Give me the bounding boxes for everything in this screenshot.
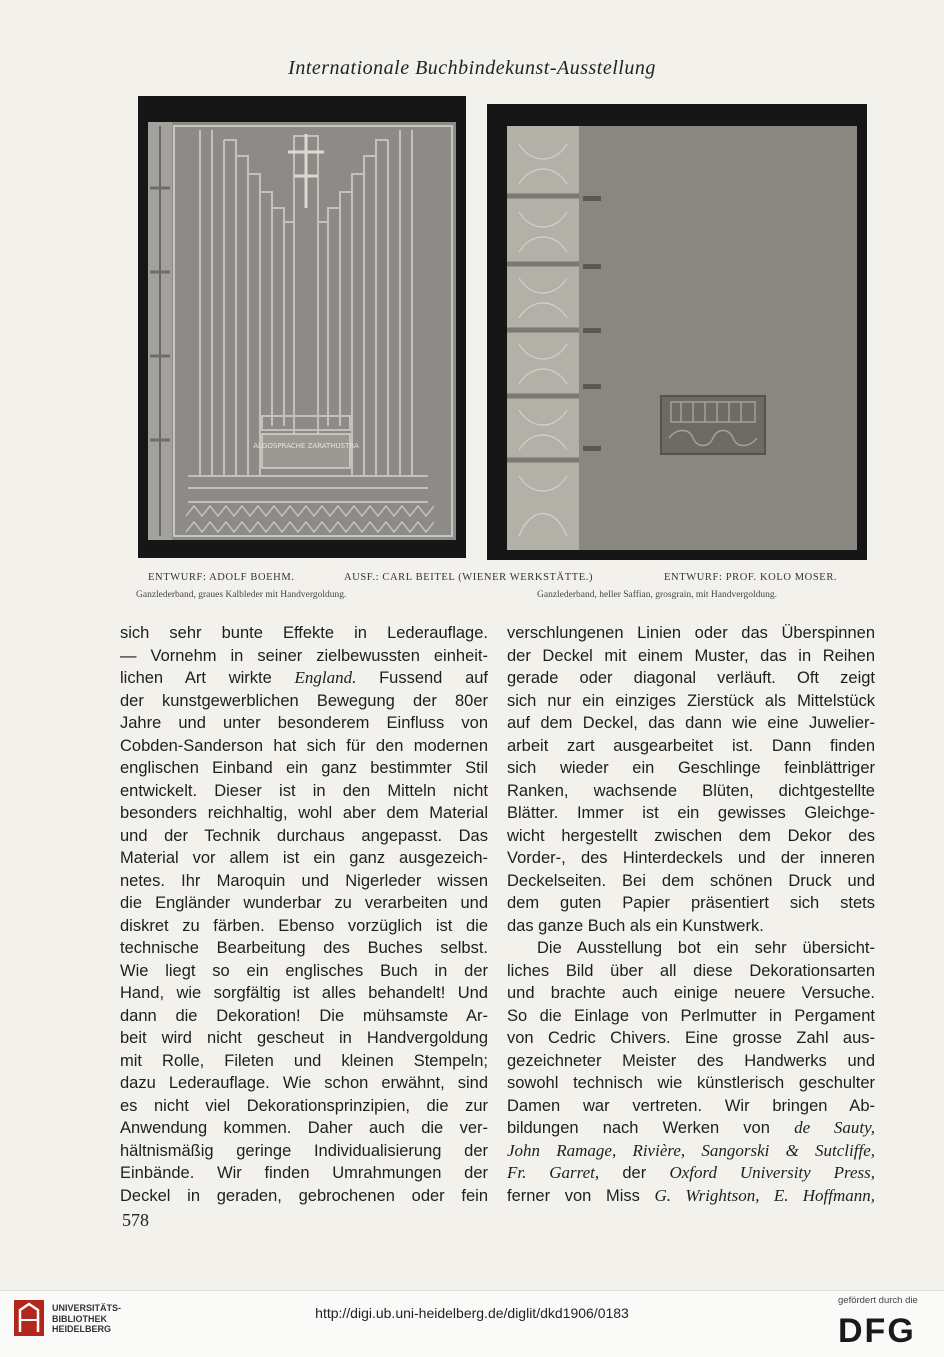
book-cover-photo-left [138, 96, 466, 558]
text-line: das ganze Buch als ein Kunstwerk. [507, 916, 764, 935]
running-head: Internationale Buchbindekunst-Ausstellung [288, 57, 656, 79]
book-cover-photo-right [487, 104, 867, 560]
text-line: arbeit zart ausgearbeitet ist. Dann finden [507, 736, 875, 755]
text-line: gezeichneter Meister des Handwerks und [507, 1051, 875, 1070]
dfg-logo[interactable]: DFG [838, 1312, 916, 1350]
text-line: verschlungenen Linien oder das Überspinnen [507, 624, 875, 642]
text-line: mit Rolle, Fileten und kleinen Stempeln; [120, 1051, 488, 1070]
text-line: So die Einlage von Perlmutter in Pergament [507, 1006, 875, 1025]
text-line: Damen war vertreten. Wir bringen Ab- [507, 1096, 875, 1115]
text-line: der kunstgewerblichen Bewegung der 80er [120, 691, 488, 710]
text-line: Vorder-, des Hinterdeckels und der inneren [507, 849, 875, 867]
text-line: Fr. Garret, der Oxford University Press, [507, 1163, 875, 1182]
text-line [507, 1140, 875, 1163]
text-line: Jahre und unter besonderem Einfluss von [120, 714, 488, 732]
emphasis-names: G. Wrightson, E. Hoffmann, [654, 1185, 875, 1205]
text-line: sich nur ein einziges Zierstück als Mittelstück [507, 691, 875, 710]
text-line: technische Bearbeitung des Buches selbst. [120, 939, 488, 957]
text-line: sich wieder ein Geschlinge feinblättriger [507, 759, 875, 777]
text-line: Die Ausstellung bot ein sehr übersicht- [537, 939, 875, 957]
library-name-line: BIBLIOTHEK [52, 1313, 107, 1324]
text-line: Cobden-Sanderson hat sich für den modernen [120, 736, 488, 755]
text-line: von Cedric Chivers. Eine grosse Zahl aus- [507, 1029, 875, 1047]
library-name-line: HEIDELBERG [52, 1324, 112, 1334]
text-line: — Vornehm in seiner zielbewussten einheit- [120, 646, 488, 665]
geometric-cover-illustration [138, 96, 466, 558]
text-line: netes. Ihr Maroquin und Nigerleder wissen [120, 871, 488, 890]
emphasis-names: John Ramage, Rivière, Sangorski & Sutcliffe, [507, 1140, 875, 1160]
text-line: es nicht viel Dekorationsprinzipien, die zur [120, 1096, 488, 1115]
text-line: beit wird nicht gescheut in Handvergoldung [120, 1029, 488, 1047]
footer-bar [0, 1290, 944, 1357]
source-url-link[interactable]: http://digi.ub.uni-heidelberg.de/diglit/dkd1906/0183 [315, 1305, 629, 1321]
text-line: entwickelt. Dieser ist in den Mitteln nicht [120, 781, 488, 800]
text-line: dazu Lederauflage. Wie schon erwähnt, sind [120, 1074, 488, 1092]
text-line: die Engländer wunderbar zu verarbeiten und [120, 894, 488, 912]
text-column-right [507, 622, 875, 1207]
emphasis-name: de Sauty, [794, 1118, 875, 1137]
text-line: gerade oder diagonal verläuft. Oft zeigt [507, 669, 875, 687]
text-line: Einbände. Wir finden Umrahmungen der [120, 1164, 488, 1182]
caption-executor: AUSF.: CARL BEITEL (WIENER WERKSTÄTTE.) [344, 572, 594, 583]
text-line: dem guten Papier präsentiert sich stets [507, 894, 875, 912]
text-line: hältnismäßig geringe Individualisierung der [120, 1141, 488, 1160]
text-line: wicht hergestellt zwischen dem Dekor des [507, 826, 875, 845]
text-line: bildungen nach Werken von de Sauty, [507, 1118, 875, 1137]
text-line: Material vor allem ist ein ganz ausgezeich- [120, 849, 488, 867]
text-line: Deckelseiten. Bei dem schönen Druck und [507, 871, 875, 890]
text-line: diskret zu färben. Ebenso vorzüglich ist die [120, 916, 488, 935]
text-line: Blätter. Immer ist ein gewisses Gleichge- [507, 804, 875, 822]
text-line: sich sehr bunte Effekte in Lederauflage. [120, 624, 488, 642]
text-line: der Deckel mit einem Muster, das in Reihen [507, 646, 875, 665]
text-line: dann die Dekoration! Die mühsamste Ar- [120, 1006, 488, 1025]
text-line: lichen Art wirkte England. Fussend auf [120, 668, 488, 687]
text-line: auf dem Deckel, das dann wie eine Juwelier- [507, 714, 875, 732]
text-line: besonders reichhaltig, wohl aber dem Material [120, 804, 488, 822]
emphasis-name: Fr. Garret, [507, 1163, 600, 1182]
caption-description-left: Ganzlederband, graues Kalbleder mit Handvergoldung. [136, 590, 347, 600]
emphasis-name: Oxford University Press, [669, 1163, 875, 1182]
text-line: Deckel in geraden, gebrochenen oder fein [120, 1186, 488, 1205]
text-line: und brachte auch einige neuere Versuche. [507, 984, 875, 1002]
text-column-left [120, 622, 488, 1207]
text-line: englischen Einband ein ganz bestimmter Stil [120, 759, 488, 777]
text-line: Hand, wie sorgfältig ist alles behandelt! Und [120, 984, 488, 1002]
caption-designer-right: ENTWURF: PROF. KOLO MOSER. [664, 572, 838, 583]
emphasis-england: England. [294, 668, 357, 687]
text-line: Anwendung kommen. Daher auch die ver- [120, 1119, 488, 1137]
text-line: ferner von Miss G. Wrightson, E. Hoffmann, [507, 1185, 875, 1205]
leather-book-illustration [487, 104, 867, 560]
caption-description-right: Ganzlederband, heller Saffian, grosgrain, mit Handvergoldung. [537, 590, 777, 600]
text-line: und der Technik durchaus angepasst. Das [120, 826, 488, 845]
library-name-line: UNIVERSITÄTS- [52, 1303, 122, 1313]
panel-inscription: ALGOSPRACHE ZARATHUSTRA [253, 442, 359, 450]
text-line: sowohl technisch wie künstlerisch geschulter [507, 1074, 875, 1092]
text-line: liches Bild über all diese Dekorationsarten [507, 961, 875, 980]
text-line: Wie liegt so ein englisches Buch in der [120, 961, 488, 980]
funding-note: gefördert durch die [838, 1295, 918, 1306]
caption-designer-left: ENTWURF: ADOLF BOEHM. [148, 572, 295, 583]
text-line: Ranken, wachsende Blüten, dichtgestellte [507, 781, 875, 800]
page-number: 578 [122, 1210, 149, 1230]
